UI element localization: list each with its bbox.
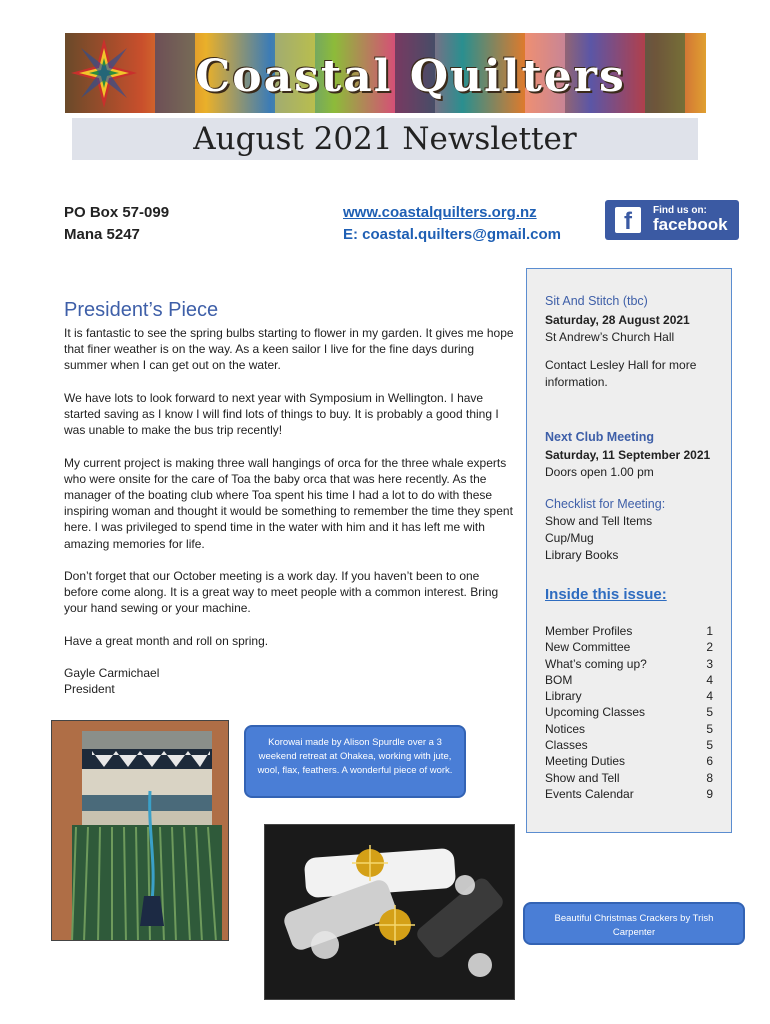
christmas-crackers-photo (264, 824, 515, 1000)
toc-page: 4 (706, 672, 713, 687)
toc-page: 6 (706, 754, 713, 769)
inside-issue-heading: Inside this issue: (545, 586, 667, 603)
toc-page: 5 (706, 705, 713, 720)
toc-page: 3 (706, 656, 713, 671)
header-banner (65, 33, 706, 113)
presidents-piece-body (64, 325, 514, 698)
toc-title: Notices (545, 721, 586, 736)
checklist-item: Cup/Mug (545, 531, 594, 545)
toc-row[interactable] (545, 639, 713, 655)
paragraph: My current project is making three wall hangings of orca for the three whale experts who were onsite for the care of Toa the baby orca that was here recently. As the manager of the boating club where Toa spent his time I had a lot to do with these inspiring woman and thought it would be something to remember the time they spent here. I was privileged to spend time in the water with him and it has left me with amazing memories for life. (64, 455, 513, 551)
korowai-illustration (52, 721, 229, 941)
checklist-item: Library Books (545, 548, 619, 562)
next-meeting-heading: Next Club Meeting (545, 430, 655, 444)
paragraph: It is fantastic to see the spring bulbs starting to flower in my garden. It gives me hope that finer weather is on the way. As a keen sailor I live for the fine days during summer when I can get out on the water. (64, 326, 514, 373)
toc-page: 5 (706, 721, 713, 736)
toc-title: New Committee (545, 640, 631, 655)
toc-title: What’s coming up? (545, 656, 647, 671)
toc-page: 5 (706, 738, 713, 753)
toc-page: 8 (706, 770, 713, 785)
toc-page: 9 (706, 786, 713, 801)
toc-page: 1 (706, 624, 713, 638)
toc-row[interactable] (545, 786, 713, 802)
toc-page: 2 (706, 640, 713, 655)
email-link[interactable]: E: coastal.quilters@gmail.com (343, 226, 562, 243)
toc-row[interactable] (545, 656, 713, 672)
newsletter-title-box (72, 118, 698, 160)
toc-row[interactable] (545, 753, 713, 769)
po-box: PO Box 57-099 (64, 204, 170, 221)
paragraph: We have lots to look forward to next year with Symposium in Wellington. I have started saving as I know I will find lots of things to buy. It is probably a good thing I was unable to make the bus trip recently! (64, 390, 499, 438)
toc-title: Meeting Duties (545, 754, 626, 769)
toc-title: Upcoming Classes (545, 705, 646, 720)
toc-page: 4 (706, 689, 713, 704)
korowai-photo (51, 720, 229, 941)
events-sidebar (526, 268, 732, 833)
facebook-icon: f (615, 207, 641, 233)
toc-row[interactable] (545, 672, 713, 688)
paragraph: Have a great month and roll on spring. (64, 633, 269, 648)
toc-title: Show and Tell (545, 770, 620, 785)
sit-and-stitch-date: Saturday, 28 August 2021 (545, 313, 690, 327)
toc-row[interactable] (545, 623, 713, 639)
toc-title: Library (545, 689, 582, 704)
contact-block (343, 202, 561, 246)
next-meeting-doors: Doors open 1.00 pm (545, 465, 654, 479)
toc-title: Classes (545, 738, 588, 753)
crackers-caption: Beautiful Christmas Crackers by Trish Carpenter (523, 902, 745, 945)
newsletter-title: August 2021 Newsletter (193, 121, 577, 157)
paragraph: Don’t forget that our October meeting is a work day. If you haven’t been to one before come along. It is a great way to meet people with a common interest. Bring your hand sewing or your machine. (64, 569, 499, 616)
sit-and-stitch-contact: Contact Lesley Hall for more information. (545, 358, 697, 389)
toc-title: Member Profiles (545, 624, 633, 638)
next-meeting-date: Saturday, 11 September 2021 (545, 448, 711, 462)
toc-row[interactable] (545, 704, 713, 720)
facebook-find-us: Find us on: (653, 205, 707, 216)
postal-address (64, 202, 169, 246)
facebook-badge[interactable] (605, 200, 739, 240)
toc-row[interactable] (545, 770, 713, 786)
website-link[interactable]: www.coastalquilters.org.nz (343, 204, 537, 221)
korowai-caption: Korowai made by Alison Spurdle over a 3 weekend retreat at Ohakea, working with jute, wool, flax, feathers. A wonderful piece of work. (244, 725, 466, 798)
signature-title: President (64, 682, 115, 697)
sit-and-stitch-venue: St Andrew’s Church Hall (545, 330, 675, 344)
checklist-item: Show and Tell Items (545, 514, 653, 528)
checklist-heading: Checklist for Meeting: (545, 497, 666, 511)
crackers-illustration (265, 825, 515, 1000)
signature-name: Gayle Carmichael (64, 666, 160, 681)
toc-row[interactable] (545, 688, 713, 704)
banner-title: Coastal Quilters (195, 51, 626, 102)
toc-row[interactable] (545, 737, 713, 753)
sit-and-stitch-heading: Sit And Stitch (tbc) (545, 294, 648, 308)
toc-title: Events Calendar (545, 786, 634, 801)
table-of-contents (545, 623, 713, 802)
toc-row[interactable] (545, 721, 713, 737)
city: Mana 5247 (64, 226, 140, 243)
facebook-wordmark: facebook (653, 215, 728, 234)
toc-title: BOM (545, 672, 573, 687)
presidents-piece-heading: President’s Piece (64, 299, 219, 321)
